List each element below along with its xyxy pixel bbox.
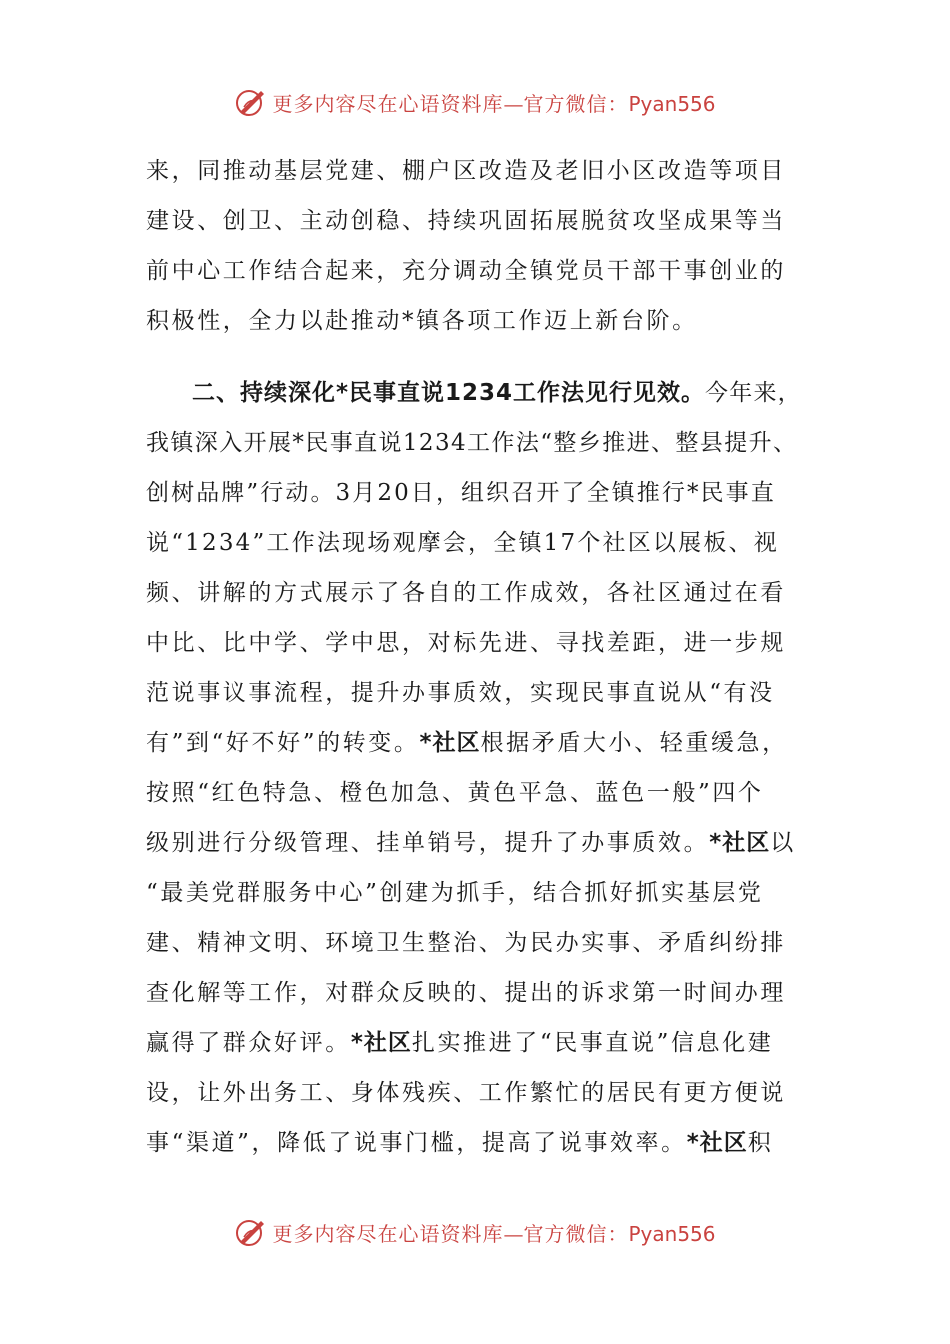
watermark-title: 更多内容尽在心语资料库: [272, 1221, 504, 1246]
line-text: 有”到“好不好”的转变。: [146, 730, 420, 756]
document-body: [146, 146, 814, 1168]
community-label: *社区: [350, 1030, 412, 1056]
para2-line: [146, 718, 814, 768]
para2-line: 查化解等工作，对群众反映的、提出的诉求第一时间办理: [146, 980, 786, 1006]
para2-line: 频、讲解的方式展示了各自的工作成效，各社区通过在看: [146, 580, 786, 606]
para1-line: 前中心工作结合起来，充分调动全镇党员干部干事创业的: [146, 258, 786, 284]
line-text: 事“渠道”，降低了说事门槛，提高了说事效率。: [146, 1130, 687, 1156]
para1-line: 来，同推动基层党建、棚户区改造及老旧小区改造等项目: [146, 158, 786, 184]
watermark-sep: —: [503, 1221, 524, 1246]
para1-line: 建设、创卫、主动创稳、持续巩固拓展脱贫攻坚成果等当: [146, 208, 786, 234]
community-label: *社区: [419, 730, 481, 756]
community-label: *社区: [709, 830, 771, 856]
pen-logo-icon: [234, 85, 268, 119]
para2-line: [146, 1118, 814, 1168]
para1-line: 积极性，全力以赴推动*镇各项工作迈上新台阶。: [146, 308, 698, 334]
para2-line: 按照“红色特急、橙色加急、黄色平急、蓝色一般”四个: [146, 780, 764, 806]
para2-line: [146, 818, 814, 868]
watermark-wechat-id: Pyan556: [628, 1221, 716, 1246]
watermark-wechat-label: 官方微信：: [523, 1221, 629, 1246]
para2-line: “最美党群服务中心”创建为抓手，结合抓好抓实基层党: [146, 880, 764, 906]
community-label: *社区: [686, 1130, 748, 1156]
line-text: 赢得了群众好评。: [146, 1030, 351, 1056]
line-text: 扎实推进了“民事直说”信息化建: [411, 1030, 774, 1056]
para2-line: 中比、比中学、学中思，对标先进、寻找差距，进一步规: [146, 630, 786, 656]
para2-line: 范说事议事流程，提升办事质效，实现民事直说从“有没: [146, 680, 775, 706]
line-text: 积: [747, 1130, 774, 1156]
watermark-banner-top: [0, 82, 950, 122]
para2-line: 建、精神文明、环境卫生整治、为民办实事、矛盾纠纷排: [146, 930, 786, 956]
para2-line: 设，让外出务工、身体残疾、工作繁忙的居民有更方便说: [146, 1080, 786, 1106]
watermark-wechat-label: 官方微信：: [523, 91, 629, 116]
watermark-text: [272, 1218, 715, 1247]
para2-line: 说“1234”工作法现场观摩会，全镇17个社区以展板、视: [146, 530, 779, 556]
watermark-sep: —: [503, 91, 524, 116]
watermark-title: 更多内容尽在心语资料库: [272, 91, 504, 116]
section-heading: 二、持续深化*民事直说1234工作法见行见效。: [192, 380, 706, 406]
pen-logo-icon: [234, 1215, 268, 1249]
watermark-wechat-id: Pyan556: [628, 91, 716, 116]
para2-line: 创树品牌”行动。3月20日，组织召开了全镇推行*民事直: [146, 480, 776, 506]
line-text: 根据矛盾大小、轻重缓急，: [480, 730, 788, 756]
line-text: 以: [770, 830, 796, 856]
para2-line: [146, 1018, 814, 1068]
line-text: 级别进行分级管理、挂单销号，提升了办事质效。: [146, 830, 710, 856]
watermark-text: [272, 88, 715, 117]
watermark-banner-bottom: [0, 1212, 950, 1252]
para2-line: 我镇深入开展*民事直说1234工作法“整乡推进、整县提升、: [146, 430, 798, 456]
para2-line1-rest: 今年来，: [705, 380, 802, 406]
para2-first-line: [146, 368, 814, 418]
